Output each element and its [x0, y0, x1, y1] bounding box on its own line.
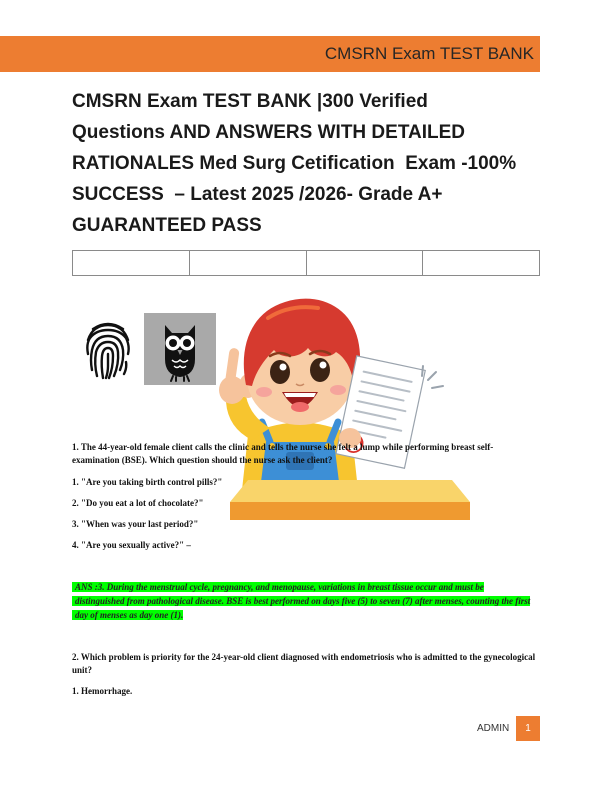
question-1-option: 1. "Are you taking birth control pills?"	[72, 477, 223, 487]
sparkle-lines	[422, 366, 443, 388]
header-bar	[0, 36, 540, 72]
title-line: RATIONALES Med Surg Cetification Exam -100%	[72, 153, 517, 174]
footer-author: ADMIN	[477, 723, 510, 734]
table-cell	[306, 251, 423, 276]
question-1-answer	[72, 580, 534, 622]
question-1-option: 3. "When was your last period?"	[72, 519, 199, 529]
title-line: SUCCESS – Latest 2025 /2026- Grade A+	[72, 184, 443, 205]
question-1-stem: 1. The 44-year-old female client calls the clinic and tells the nurse she felt a lump while performing breast self-examination (BSE). Which question should the nurse ask the client?	[72, 442, 494, 465]
table-row	[73, 251, 540, 276]
page-number: 1	[516, 716, 540, 741]
title-line: GUARANTEED PASS	[72, 215, 262, 236]
title-line: Questions AND ANSWERS WITH DETAILED	[72, 122, 466, 143]
question-2-stem: 2. Which problem is priority for the 24-year-old client diagnosed with endometriosis who is admitted to the gynecological unit?	[72, 652, 536, 675]
question-1-option: 2. "Do you eat a lot of chocolate?"	[72, 498, 204, 508]
table-cell	[423, 251, 540, 276]
table-cell	[189, 251, 306, 276]
boy-holding-graded-paper-illustration	[190, 290, 480, 525]
question-1-option: 4. "Are you sexually active?" –	[72, 540, 191, 550]
answer-highlight-text: ANS :3. During the menstrual cycle, pregnancy, and menopause, variations in breast tissue occur and must be distinguished from pathological disease. BSE is best performed on days five (5) to seven (7) after menses, counting the first day of menses as day one (1).	[72, 582, 530, 620]
question-2-option: 1. Hemorrhage.	[72, 686, 133, 696]
document-title	[72, 86, 516, 241]
boy-head	[239, 299, 362, 425]
desk	[230, 480, 470, 520]
empty-table	[72, 250, 540, 276]
fingerprint-icon	[84, 320, 132, 380]
table-cell	[73, 251, 190, 276]
header-title: CMSRN Exam TEST BANK	[324, 44, 534, 63]
title-line: CMSRN Exam TEST BANK |300 Verified	[72, 91, 428, 112]
